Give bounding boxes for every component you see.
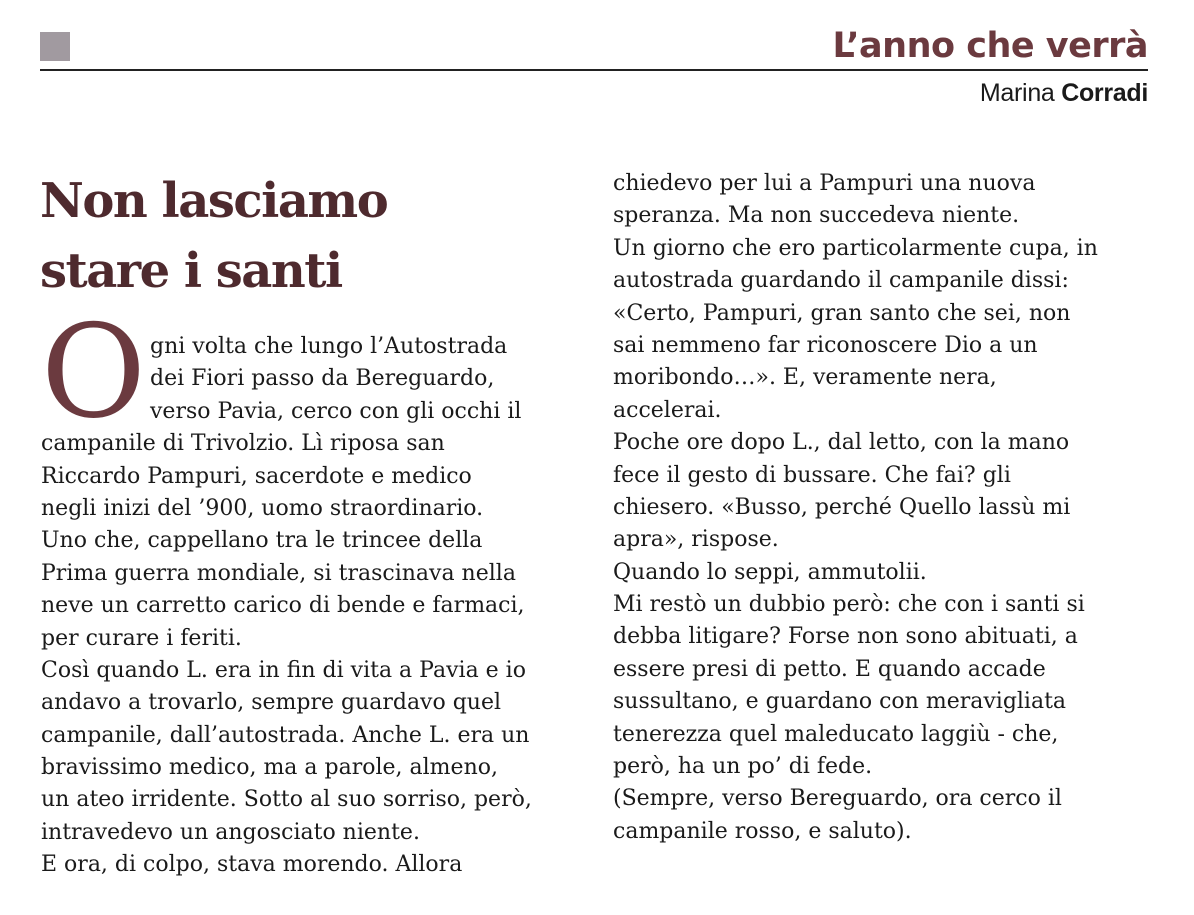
- text-line: chiesero. «Busso, perché Quello lassù mi: [613, 494, 1071, 520]
- article-column-right: [613, 168, 1158, 848]
- text-line: apra», rispose.: [613, 527, 779, 553]
- drop-cap: O: [41, 298, 146, 447]
- text-line: sussultano, e guardano con meravigliata: [613, 689, 1067, 715]
- headline-line: stare i santi: [40, 243, 342, 299]
- author-last-name: Corradi: [1061, 79, 1148, 107]
- text-line: Uno che, cappellano tra le trincee della: [41, 528, 483, 554]
- text-line: essere presi di petto. E quando accade: [613, 656, 1046, 682]
- author-first-name: Marina: [979, 79, 1055, 107]
- text-line: gni volta che lungo l’Autostrada: [150, 334, 508, 359]
- text-line: tenerezza quel maleducato laggiù - che,: [613, 721, 1059, 747]
- text-line: Un giorno che ero particolarmente cupa, in: [613, 235, 1098, 261]
- text-line: però, ha un po’ di fede.: [613, 754, 873, 780]
- text-line: (Sempre, verso Bereguardo, ora cerco il: [613, 786, 1062, 812]
- text-line: campanile rosso, e saluto).: [613, 818, 912, 844]
- text-line: moribondo…». E, veramente nera,: [613, 365, 997, 391]
- text-line: Così quando L. era in fin di vita a Pavia e io: [41, 657, 526, 683]
- text-line: fece il gesto di bussare. Che fai? gli: [613, 462, 1011, 488]
- text-line: speranza. Ma non succedeva niente.: [613, 203, 1020, 229]
- text-line: un ateo irridente. Sotto al suo sorriso, però,: [41, 787, 532, 813]
- text-line: E ora, di colpo, stava morendo. Allora: [41, 852, 463, 878]
- text-line: Poche ore dopo L., dal letto, con la mano: [613, 430, 1070, 456]
- header-rule: [40, 69, 1148, 71]
- text-line: campanile di Trivolzio. Lì riposa san: [41, 431, 445, 457]
- text-line: per curare i feriti.: [41, 625, 242, 651]
- section-marker-square: [40, 32, 70, 61]
- text-line: bravissimo medico, ma a parole, almeno,: [41, 755, 498, 781]
- text-line: neve un carretto carico di bende e farmaci,: [41, 593, 525, 619]
- text-line: Prima guerra mondiale, si trascinava nella: [41, 560, 516, 586]
- text-line: andavo a trovarlo, sempre guardavo quel: [41, 690, 502, 716]
- text-line: accelerai.: [613, 397, 722, 423]
- article-headline: [40, 166, 580, 306]
- headline-line: Non lasciamo: [40, 173, 388, 229]
- text-line: intravedevo un angosciato niente.: [41, 819, 420, 845]
- text-line: «Certo, Pampuri, gran santo che sei, non: [613, 300, 1071, 326]
- text-line: verso Pavia, cerco con gli occhi il: [150, 398, 522, 424]
- text-line: negli inizi del ’900, uomo straordinario.: [41, 495, 484, 521]
- text-line: autostrada guardando il campanile dissi:: [613, 268, 1069, 294]
- text-line: campanile, dall’autostrada. Anche L. era un: [41, 722, 530, 748]
- article-column-left: [41, 331, 586, 882]
- text-line: Riccardo Pampuri, sacerdote e medico: [41, 463, 472, 489]
- text-line: dei Fiori passo da Bereguardo,: [150, 366, 495, 392]
- text-line: Mi restò un dubbio però: che con i santi si: [613, 592, 1085, 618]
- text-line: chiedevo per lui a Pampuri una nuova: [613, 171, 1036, 196]
- text-line: sai nemmeno far riconoscere Dio a un: [613, 332, 1038, 358]
- text-line: Quando lo seppi, ammutolii.: [613, 559, 927, 585]
- author-byline: [980, 79, 1148, 108]
- text-line: debba litigare? Forse non sono abituati, a: [613, 624, 1078, 650]
- column-title: L’anno che verrà: [832, 26, 1148, 66]
